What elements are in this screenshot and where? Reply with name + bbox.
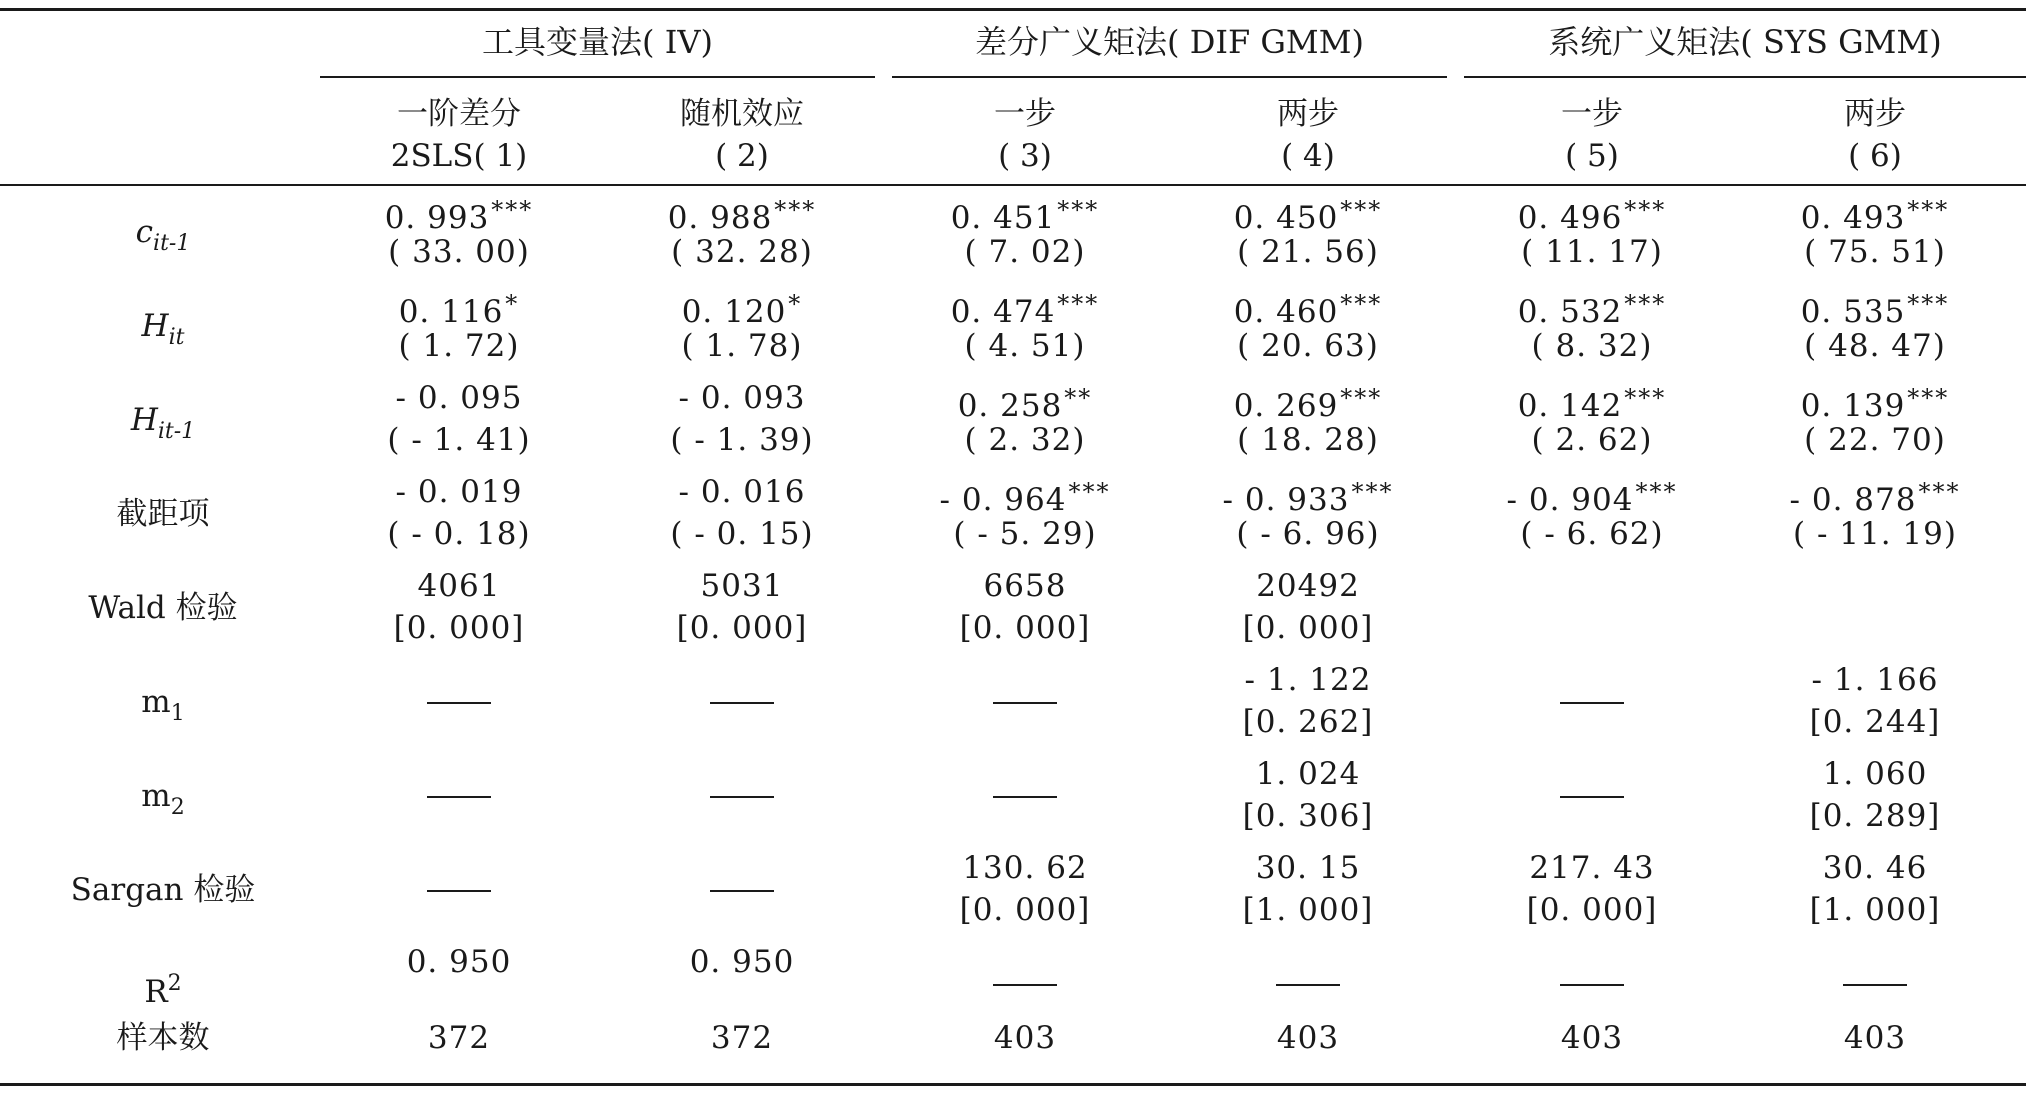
empty-dash: [612, 776, 872, 816]
row-label: [33, 588, 293, 628]
statistic: [1. 000]: [1809, 892, 1941, 928]
coefficient: [612, 472, 872, 512]
statistic: ( - 1. 39): [670, 422, 814, 458]
coefficient-value: 0. 269: [1233, 388, 1339, 424]
group-header-iv: 工具变量法( IV): [482, 23, 713, 61]
subhead-col-4-line2: ( 4): [1281, 138, 1335, 174]
statistic: ( - 5. 29): [953, 516, 1097, 552]
group-rule-sys-gmm: [1464, 76, 2026, 78]
coefficient: [895, 848, 1155, 888]
coefficient-value: - 0. 016: [678, 474, 806, 510]
empty-dash: [1462, 776, 1722, 816]
coefficient-value: 0. 993: [384, 200, 490, 236]
statistic: [0. 244]: [1809, 704, 1941, 740]
coefficient-value: - 0. 019: [395, 474, 523, 510]
statistic: ( 1. 72): [398, 328, 520, 364]
dash-mark: [1276, 984, 1340, 986]
statistic: ( 18. 28): [1237, 422, 1379, 458]
coefficient: [1178, 754, 1438, 794]
statistic: ( 32. 28): [671, 234, 813, 270]
row-label: [33, 1018, 293, 1058]
coefficient: [329, 190, 589, 238]
coefficient-value: 20492: [1256, 568, 1360, 604]
dash-mark: [710, 796, 774, 798]
coefficient: [895, 472, 1155, 520]
coefficient: [1745, 848, 2005, 888]
row-label-main: R: [144, 974, 168, 1010]
dash-mark: [993, 984, 1057, 986]
row-label: [33, 212, 293, 264]
significance-stars: *: [788, 290, 803, 318]
empty-dash: [1178, 964, 1438, 1004]
coefficient: [612, 190, 872, 238]
group-rule-dif-gmm: [892, 76, 1447, 78]
table-cell-value: 403: [1276, 1020, 1340, 1056]
table-cell-value: 372: [427, 1020, 491, 1056]
empty-dash: [895, 776, 1155, 816]
significance-stars: ***: [1624, 290, 1667, 318]
statistic: ( 21. 56): [1237, 234, 1379, 270]
row-label-main: 截距项: [116, 496, 210, 532]
coefficient: [329, 566, 589, 606]
significance-stars: ***: [1340, 196, 1383, 224]
table-cell-value: 403: [1843, 1020, 1907, 1056]
statistic: [0. 000]: [393, 610, 525, 646]
row-label-subscript: it: [168, 325, 185, 350]
statistic: [0. 000]: [959, 892, 1091, 928]
row-label-subscript: 1: [170, 701, 185, 726]
dash-mark: [710, 702, 774, 704]
coefficient-value: 130. 62: [962, 850, 1088, 886]
statistic: ( 4. 51): [964, 328, 1086, 364]
significance-stars: *: [505, 290, 520, 318]
coefficient-value: 0. 988: [667, 200, 773, 236]
coefficient: [1178, 566, 1438, 606]
row-label: [33, 870, 293, 910]
subhead-col-2-line2: ( 2): [715, 138, 769, 174]
significance-stars: ***: [1068, 478, 1111, 506]
coefficient: [612, 566, 872, 606]
row-label-main: H: [141, 308, 169, 344]
coefficient-value: - 0. 878: [1789, 482, 1917, 518]
significance-stars: ***: [1635, 478, 1678, 506]
coefficient: [1745, 472, 2005, 520]
statistic: ( - 0. 15): [670, 516, 814, 552]
statistic: ( 2. 32): [964, 422, 1086, 458]
coefficient: [1178, 472, 1438, 520]
row-label: [33, 776, 293, 828]
statistic: [0. 289]: [1809, 798, 1941, 834]
statistic: ( 33. 00): [388, 234, 530, 270]
coefficient: [1745, 190, 2005, 238]
coefficient-value: - 0. 964: [939, 482, 1067, 518]
table-cell-value: 0. 950: [406, 944, 512, 980]
statistic: [0. 000]: [676, 610, 808, 646]
significance-stars: ***: [1057, 196, 1100, 224]
row-label-superscript: 2: [167, 971, 182, 996]
empty-dash: [612, 870, 872, 910]
coefficient: [895, 190, 1155, 238]
dash-mark: [1843, 984, 1907, 986]
empty-dash: [1462, 682, 1722, 722]
statistic: ( - 6. 62): [1520, 516, 1664, 552]
coefficient-value: - 1. 166: [1811, 662, 1939, 698]
coefficient: [329, 378, 589, 418]
significance-stars: ***: [1624, 384, 1667, 412]
coefficient-value: 6658: [983, 568, 1067, 604]
coefficient: [1178, 660, 1438, 700]
empty-dash: [612, 682, 872, 722]
coefficient-value: 0. 532: [1517, 294, 1623, 330]
dash-mark: [1560, 984, 1624, 986]
coefficient: [1462, 848, 1722, 888]
coefficient: [1745, 284, 2005, 332]
coefficient-value: - 0. 095: [395, 380, 523, 416]
coefficient-value: 0. 493: [1800, 200, 1906, 236]
dash-mark: [1560, 702, 1624, 704]
coefficient-value: - 0. 904: [1506, 482, 1634, 518]
row-label-subscript: it-1: [153, 231, 191, 256]
row-label-main: m: [141, 684, 171, 720]
coefficient-value: 0. 474: [950, 294, 1056, 330]
coefficient: [1745, 378, 2005, 426]
coefficient-value: 0. 460: [1233, 294, 1339, 330]
empty-dash: [329, 776, 589, 816]
coefficient: [612, 378, 872, 418]
row-label-main: m: [141, 778, 171, 814]
dash-mark: [993, 796, 1057, 798]
dash-mark: [993, 702, 1057, 704]
coefficient: [329, 284, 589, 332]
row-label-main: Wald 检验: [88, 590, 238, 626]
coefficient: [895, 566, 1155, 606]
row-label: [33, 400, 293, 452]
dash-mark: [427, 890, 491, 892]
table-cell-value: 0. 950: [689, 944, 795, 980]
significance-stars: ***: [1907, 290, 1950, 318]
row-label: [33, 682, 293, 734]
significance-stars: ***: [1351, 478, 1394, 506]
coefficient: [895, 378, 1155, 426]
table-cell-value: 403: [1560, 1020, 1624, 1056]
subhead-col-6-line2: ( 6): [1848, 138, 1902, 174]
statistic: ( - 0. 18): [387, 516, 531, 552]
subhead-col-6-line1: 两步: [1844, 96, 1906, 132]
coefficient-value: 0. 116: [398, 294, 504, 330]
significance-stars: ***: [1057, 290, 1100, 318]
coefficient: [1745, 754, 2005, 794]
coefficient-value: 0. 142: [1517, 388, 1623, 424]
statistic: ( 11. 17): [1521, 234, 1663, 270]
top-rule: [0, 8, 2026, 11]
statistic: ( 8. 32): [1531, 328, 1653, 364]
coefficient-value: 0. 451: [950, 200, 1056, 236]
empty-dash: [329, 870, 589, 910]
coefficient-value: 0. 535: [1800, 294, 1906, 330]
subhead-col-2-line1: 随机效应: [680, 96, 804, 132]
coefficient: [1745, 660, 2005, 700]
coefficient: [329, 472, 589, 512]
coefficient: [1462, 190, 1722, 238]
statistic: [0. 000]: [1526, 892, 1658, 928]
row-label: [33, 964, 293, 1012]
dash-mark: [427, 702, 491, 704]
coefficient-value: 217. 43: [1529, 850, 1655, 886]
coefficient-value: - 0. 093: [678, 380, 806, 416]
subhead-col-5-line2: ( 5): [1565, 138, 1619, 174]
statistic: ( - 11. 19): [1793, 516, 1957, 552]
statistic: ( 2. 62): [1531, 422, 1653, 458]
row-label-subscript: 2: [170, 795, 185, 820]
coefficient: [1462, 378, 1722, 426]
coefficient: [1462, 284, 1722, 332]
coefficient: [895, 284, 1155, 332]
coefficient: [1178, 378, 1438, 426]
coefficient: [1178, 284, 1438, 332]
table-cell-value: 372: [710, 1020, 774, 1056]
statistic: ( 22. 70): [1804, 422, 1946, 458]
row-label: [33, 494, 293, 534]
coefficient: [612, 284, 872, 332]
statistic: [0. 262]: [1242, 704, 1374, 740]
coefficient: [1178, 848, 1438, 888]
statistic: ( 7. 02): [964, 234, 1086, 270]
coefficient-value: 0. 139: [1800, 388, 1906, 424]
coefficient-value: 0. 450: [1233, 200, 1339, 236]
row-label-subscript: it-1: [157, 419, 196, 444]
empty-dash: [329, 682, 589, 722]
subhead-col-4-line1: 两步: [1277, 96, 1339, 132]
coefficient: [1462, 472, 1722, 520]
coefficient-value: 30. 15: [1255, 850, 1361, 886]
significance-stars: ***: [1340, 384, 1383, 412]
statistic: ( 48. 47): [1804, 328, 1946, 364]
significance-stars: **: [1064, 384, 1093, 412]
coefficient-value: - 0. 933: [1222, 482, 1350, 518]
dash-mark: [710, 890, 774, 892]
subhead-col-3-line1: 一步: [994, 96, 1056, 132]
empty-dash: [1745, 964, 2005, 1004]
coefficient-value: 1. 024: [1255, 756, 1361, 792]
header-rule: [0, 184, 2026, 186]
coefficient-value: - 1. 122: [1244, 662, 1372, 698]
significance-stars: ***: [1907, 196, 1950, 224]
coefficient: [1178, 190, 1438, 238]
significance-stars: ***: [1907, 384, 1950, 412]
significance-stars: ***: [774, 196, 817, 224]
subhead-col-1-line1: 一阶差分: [397, 96, 521, 132]
significance-stars: ***: [1918, 478, 1961, 506]
row-label-main: 样本数: [116, 1020, 210, 1056]
empty-dash: [895, 964, 1155, 1004]
significance-stars: ***: [1340, 290, 1383, 318]
coefficient-value: 4061: [417, 568, 501, 604]
statistic: ( 75. 51): [1804, 234, 1946, 270]
statistic: ( - 6. 96): [1236, 516, 1380, 552]
group-header-sys-gmm: 系统广义矩法( SYS GMM): [1548, 23, 1942, 61]
empty-dash: [1462, 964, 1722, 1004]
row-label-main: Sargan 检验: [70, 872, 256, 908]
table-cell-value: 403: [993, 1020, 1057, 1056]
subhead-col-3-line2: ( 3): [998, 138, 1052, 174]
subhead-col-5-line1: 一步: [1561, 96, 1623, 132]
coefficient-value: 1. 060: [1822, 756, 1928, 792]
statistic: ( 20. 63): [1237, 328, 1379, 364]
row-label-main: c: [135, 214, 154, 250]
coefficient-value: 0. 496: [1517, 200, 1623, 236]
coefficient-value: 0. 120: [681, 294, 787, 330]
statistic: [0. 000]: [959, 610, 1091, 646]
bottom-rule: [0, 1083, 2026, 1086]
row-label-main: H: [130, 402, 158, 438]
dash-mark: [427, 796, 491, 798]
coefficient-value: 0. 258: [957, 388, 1063, 424]
dash-mark: [1560, 796, 1624, 798]
statistic: [0. 306]: [1242, 798, 1374, 834]
statistic: [0. 000]: [1242, 610, 1374, 646]
statistic: [1. 000]: [1242, 892, 1374, 928]
significance-stars: ***: [491, 196, 534, 224]
significance-stars: ***: [1624, 196, 1667, 224]
empty-dash: [895, 682, 1155, 722]
subhead-col-1-line2: 2SLS( 1): [390, 138, 528, 174]
group-header-dif-gmm: 差分广义矩法( DIF GMM): [975, 23, 1364, 61]
group-rule-iv: [320, 76, 875, 78]
coefficient-value: 5031: [700, 568, 784, 604]
coefficient-value: 30. 46: [1822, 850, 1928, 886]
row-label: [33, 306, 293, 358]
statistic: ( 1. 78): [681, 328, 803, 364]
statistic: ( - 1. 41): [387, 422, 531, 458]
